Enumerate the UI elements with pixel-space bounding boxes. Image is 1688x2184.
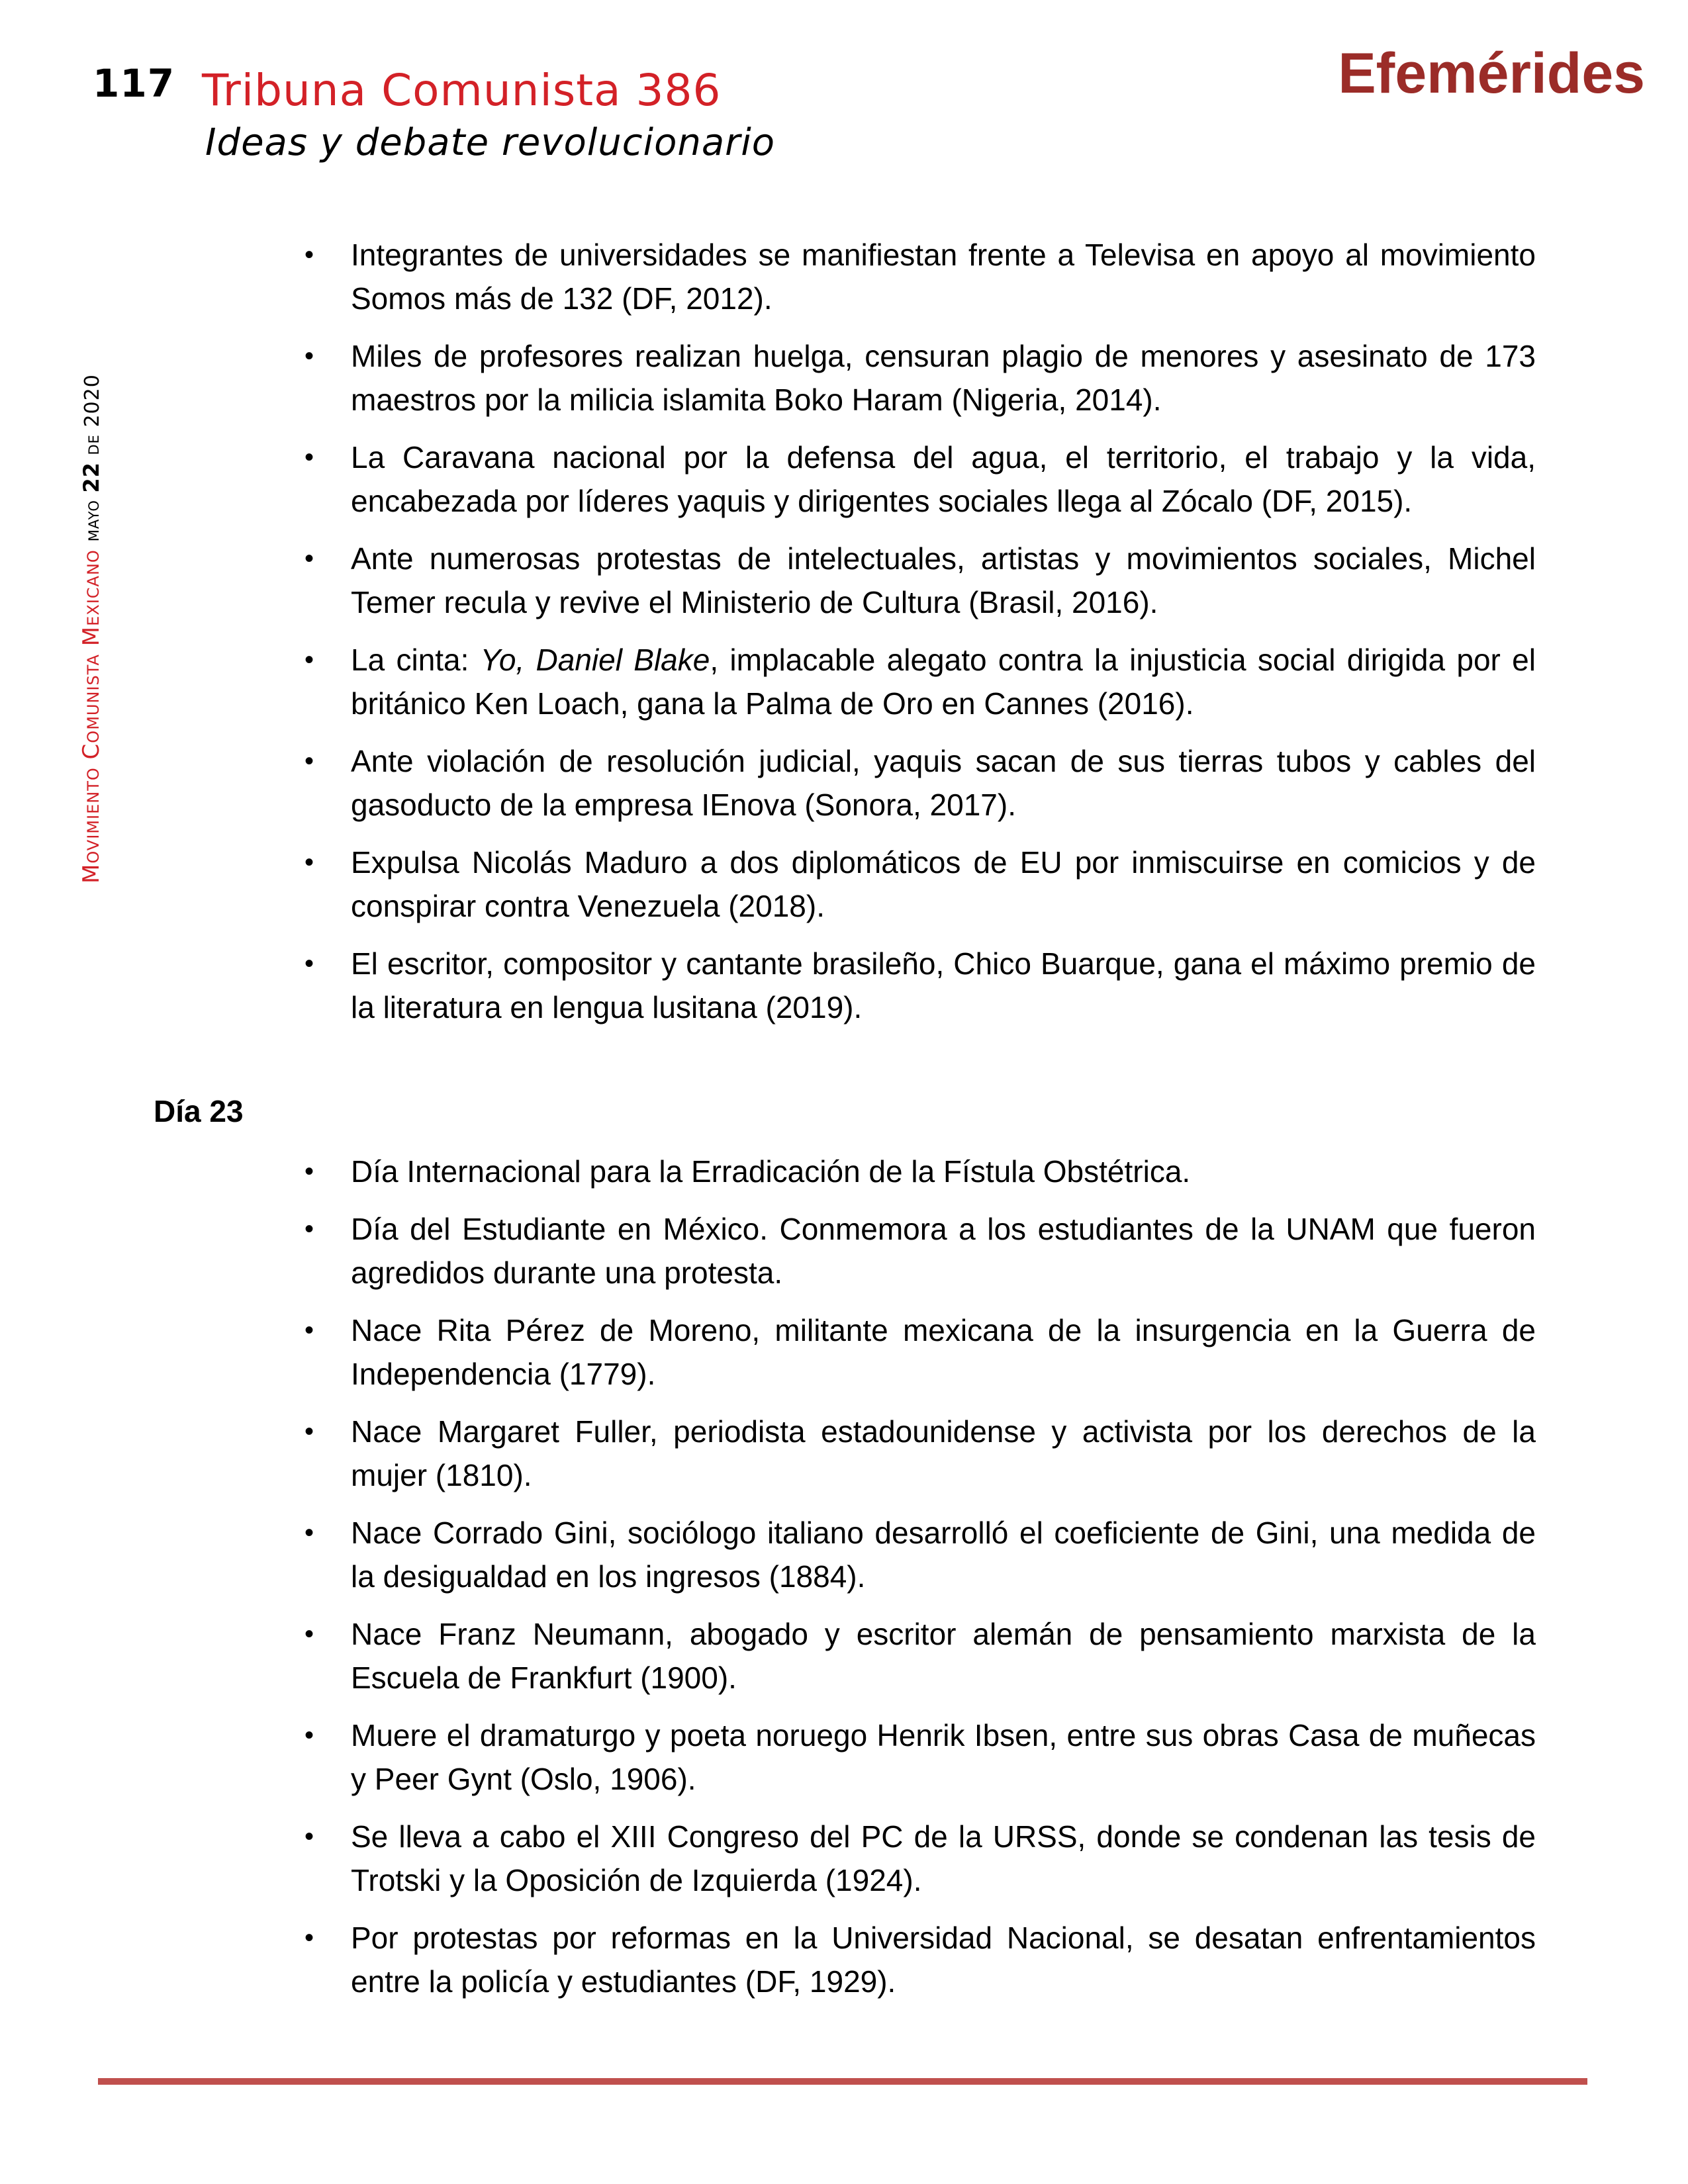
list-item: • El escritor, compositor y cantante brasileño, Chico Buarque, gana el máximo premio de la literatura en lengua lusitana (2019). <box>305 942 1536 1029</box>
page-number: 117 <box>93 61 175 106</box>
bullet-icon: • <box>305 747 314 776</box>
bullet-icon: • <box>305 240 314 269</box>
list-item: • Ante violación de resolución judicial, yaquis sacan de sus tierras tubos y cables del gasoducto de la empresa IEnova (Sonora, 2017). <box>305 739 1536 827</box>
bullet-icon: • <box>305 1157 314 1186</box>
section-title: Efemérides <box>1338 42 1645 105</box>
list-item: • Nace Franz Neumann, abogado y escritor alemán de pensamiento marxista de la Escuela de Frankfurt (1900). <box>305 1612 1536 1700</box>
day-23-heading: Día 23 <box>154 1094 244 1128</box>
list-item: • Día Internacional para la Erradicación de la Fístula Obstétrica. <box>305 1150 1536 1193</box>
list-item: • Miles de profesores realizan huelga, censuran plagio de menores y asesinato de 173 maestros por la milicia islamita Boko Haram (Nigeria, 2014). <box>305 334 1536 422</box>
list-item: • Nace Rita Pérez de Moreno, militante mexicana de la insurgencia en la Guerra de Independencia (1779). <box>305 1308 1536 1396</box>
footer-divider <box>98 2078 1587 2085</box>
bullet-icon: • <box>305 1417 314 1446</box>
list-item: • La cinta: Yo, Daniel Blake, implacable alegato contra la injusticia social dirigida por el británico Ken Loach, gana la Palma de Oro en Cannes (2016). <box>305 638 1536 725</box>
bullet-icon: • <box>305 443 314 472</box>
day-23-events-list <box>305 1150 1536 2017</box>
list-item: • Ante numerosas protestas de intelectuales, artistas y movimientos sociales, Michel Temer recula y revive el Ministerio de Cultura (Brasil, 2016). <box>305 537 1536 624</box>
list-item: • Se lleva a cabo el XIII Congreso del PC de la URSS, donde se condenan las tesis de Trotski y la Oposición de Izquierda (1924). <box>305 1815 1536 1902</box>
list-item: • Muere el dramaturgo y poeta noruego Henrik Ibsen, entre sus obras Casa de muñecas y Peer Gynt (Oslo, 1906). <box>305 1713 1536 1801</box>
bullet-icon: • <box>305 848 314 877</box>
list-item: • Nace Corrado Gini, sociólogo italiano desarrolló el coeficiente de Gini, una medida de la desigualdad en los ingresos (1884). <box>305 1511 1536 1598</box>
sidebar-vertical-text <box>78 374 105 884</box>
list-item: • La Caravana nacional por la defensa del agua, el territorio, el trabajo y la vida, encabezada por líderes yaquis y dirigentes sociales llega al Zócalo (DF, 2015). <box>305 435 1536 523</box>
bullet-icon: • <box>305 1923 314 1952</box>
list-item: • Expulsa Nicolás Maduro a dos diplomáticos de EU por inmiscuirse en comicios y de conspirar contra Venezuela (2018). <box>305 841 1536 928</box>
issue-year: de 2020 <box>81 374 104 455</box>
bullet-icon: • <box>305 1214 314 1244</box>
day-22-events-list <box>305 233 1536 1043</box>
bullet-icon: • <box>305 1518 314 1547</box>
bullet-icon: • <box>305 949 314 978</box>
issue-month: mayo <box>81 500 104 542</box>
list-item: • Nace Margaret Fuller, periodista estadounidense y activista por los derechos de la mujer (1810). <box>305 1410 1536 1497</box>
issue-day: 22 <box>79 462 104 493</box>
publication-subtitle: Ideas y debate revolucionario <box>205 121 776 164</box>
publication-title: Tribuna Comunista 386 <box>202 65 722 116</box>
bullet-icon: • <box>305 1721 314 1750</box>
list-item: • Día del Estudiante en México. Conmemora a los estudiantes de la UNAM que fueron agredidos durante una protesta. <box>305 1207 1536 1295</box>
bullet-icon: • <box>305 341 314 371</box>
bullet-icon: • <box>305 1822 314 1851</box>
bullet-icon: • <box>305 1316 314 1345</box>
bullet-icon: • <box>305 645 314 674</box>
film-title: Yo, Daniel Blake <box>480 643 710 677</box>
list-item: • Integrantes de universidades se manifiestan frente a Televisa en apoyo al movimiento Somos más de 132 (DF, 2012). <box>305 233 1536 320</box>
list-item: • Por protestas por reformas en la Universidad Nacional, se desatan enfrentamientos entre la policía y estudiantes (DF, 1929). <box>305 1916 1536 2003</box>
organization-name: Movimiento Comunista Mexicano <box>78 549 105 884</box>
bullet-icon: • <box>305 1619 314 1649</box>
bullet-icon: • <box>305 544 314 573</box>
